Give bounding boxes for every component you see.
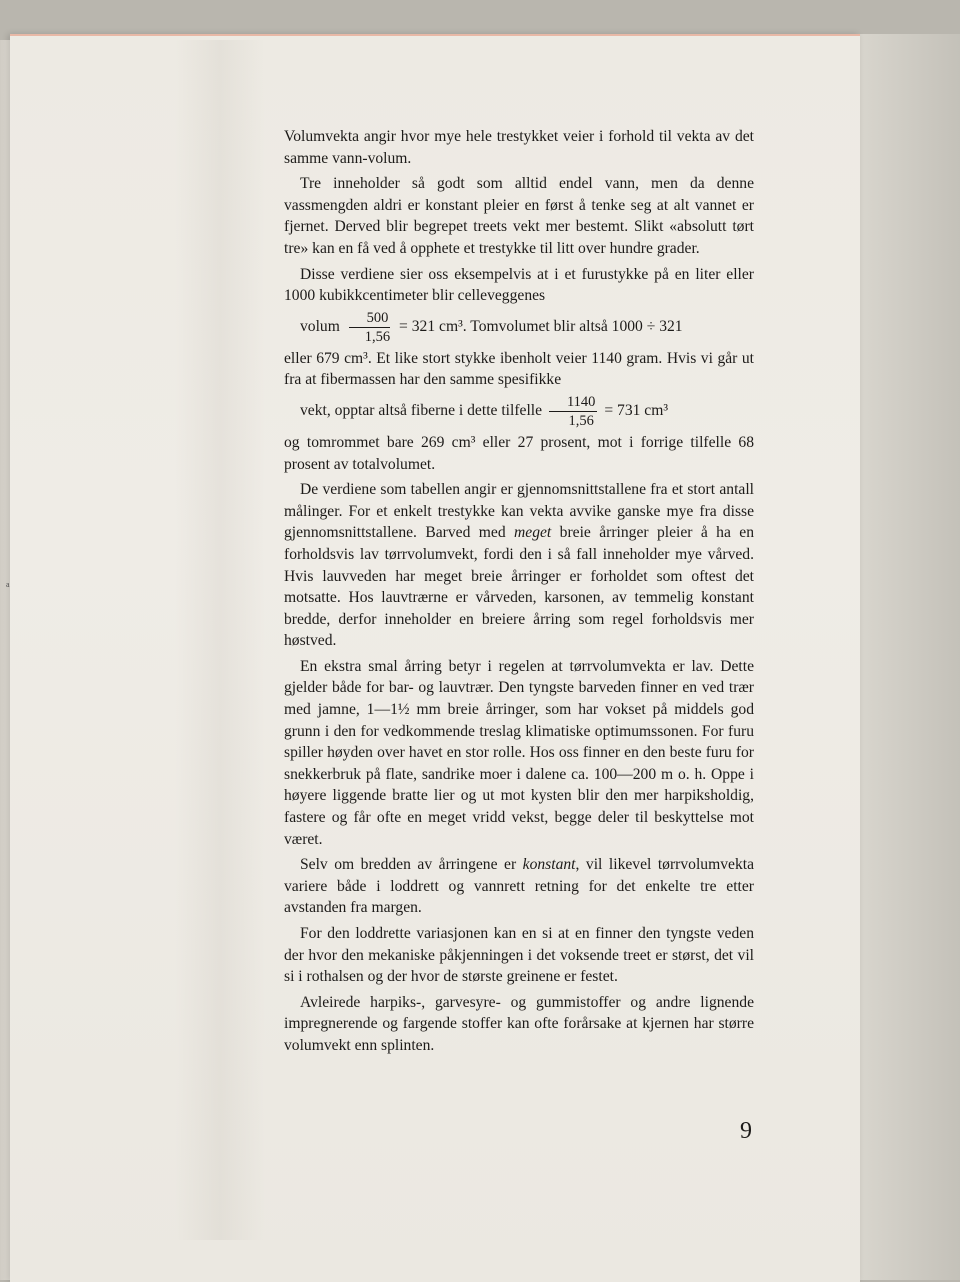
fraction-1-denominator: 1,56 xyxy=(364,328,391,345)
paragraph-1: Volumvekta angir hvor mye hele trestykket veier i forhold til vekta av det samme vann-volum. xyxy=(284,128,754,167)
page-crease xyxy=(175,40,265,1240)
paragraph-4-emphasis: meget xyxy=(514,524,552,542)
fraction-1-numerator: 500 xyxy=(349,309,391,328)
paragraph-6 xyxy=(284,854,754,919)
background-surface xyxy=(860,34,960,1280)
paragraph-3 xyxy=(284,264,754,476)
equation-2 xyxy=(284,393,754,430)
paragraph-7: For den loddrette variasjonen kan en si at en finner den tyngste veden der hvor den mekaniske påkjenningen i det voksende treet er størst, det vil si i rothalsen og der hvor de største greinene er festet. xyxy=(284,925,754,986)
paragraph-6-part-1: Selv om bredden av årringene er xyxy=(300,856,523,874)
body-text xyxy=(284,126,754,1061)
calc-end: og tomrommet bare 269 cm³ eller 27 prosent, mot i forrige tilfelle 68 prosent av totalvolumet. xyxy=(284,433,754,473)
calc-intro: Disse verdiene sier oss eksempelvis at i et furustykke på en liter eller 1000 kubikkcentimeter blir celleveggenes xyxy=(284,265,754,305)
page-number: 9 xyxy=(740,1118,752,1144)
equation-2-prefix: vekt, opptar altså fiberne i dette tilfelle xyxy=(300,402,543,420)
paragraph-6-emphasis: konstant xyxy=(522,856,576,874)
paragraph-4-part-1: De verdiene som tabellen angir er gjennomsnittstallene fra et stort antall målinger. For et enkelt trestykke kan vekta avvike ganske mye fra disse gjennomsnittstallene. Barved med xyxy=(284,481,754,542)
equation-1-suffix: = 321 cm³. Tomvolumet blir altså 1000 ÷ 321 xyxy=(399,317,683,335)
paragraph-5: En ekstra smal årring betyr i regelen at tørrvolumvekta er lav. Dette gjelder både for bar- og lauvtrær. Den tyngste barveden finner en ved trær med jamne, 1—1½ mm breie årringer, som har vokset på middels god grunn i den for vedkommende treslag klimatiske optimumssonen. For furu spiller høyden over havet en stor rolle. Hos oss finner en den beste furu for snekkerbruk på flate, sandrike moer i dalene ca. 100—200 m o. h. Oppe i høyere liggende bratte lier og ut mot kysten blir den mer harpiksholdig, fastere og får ofte en meget vridd vekst, begge deler til beskyttelse mot været. xyxy=(284,657,754,848)
margin-mark: a xyxy=(6,580,10,589)
equation-2-suffix: = 731 cm³ xyxy=(604,402,669,420)
fraction-2 xyxy=(549,393,597,430)
equation-1 xyxy=(284,309,754,346)
equation-1-prefix: volum xyxy=(300,317,340,335)
fraction-2-numerator: 1140 xyxy=(549,393,597,412)
fraction-2-denominator: 1,56 xyxy=(568,412,594,429)
paragraph-2: Tre inneholder så godt som alltid endel vann, men da denne vassmengden aldri er konstant pleier en først å tenke seg at alt vannet er fjernet. Derved blir begrepet treets vekt mer bestemt. Slikt «absolutt tørt tre» kan en få ved å opphete et trestykke til litt over hundre grader. xyxy=(284,175,754,257)
paragraph-4 xyxy=(284,479,754,652)
paragraph-6-part-2: , vil likevel tørrvolumvekta variere både i loddrett og vannrett retning for det enkelte tre etter avstanden fra margen. xyxy=(284,856,754,917)
fraction-1 xyxy=(347,309,392,346)
calc-middle: eller 679 cm³. Et like stort stykke ibenholt veier 1140 gram. Hvis vi går ut fra at fibermassen har den samme spesifikke xyxy=(284,349,754,389)
paragraph-8: Avleirede harpiks-, garvesyre- og gummistoffer og andre lignende impregnerende og fargende stoffer kan ofte forårsake at kjernen har større volumvekt enn splinten. xyxy=(284,993,754,1054)
paragraph-4-part-2: breie årringer pleier å ha en forholdsvis lav tørrvolumvekt, fordi den i så fall inneholder mye vårved. Hvis lauvveden har meget breie årringer er forholdet som oftest det motsatte. Hos lauvtrærne er vårveden, karsonen, av temmelig konstant bredde, derfor inneholder en breiere årring som regel forholdsvis mer høstved. xyxy=(284,524,755,650)
